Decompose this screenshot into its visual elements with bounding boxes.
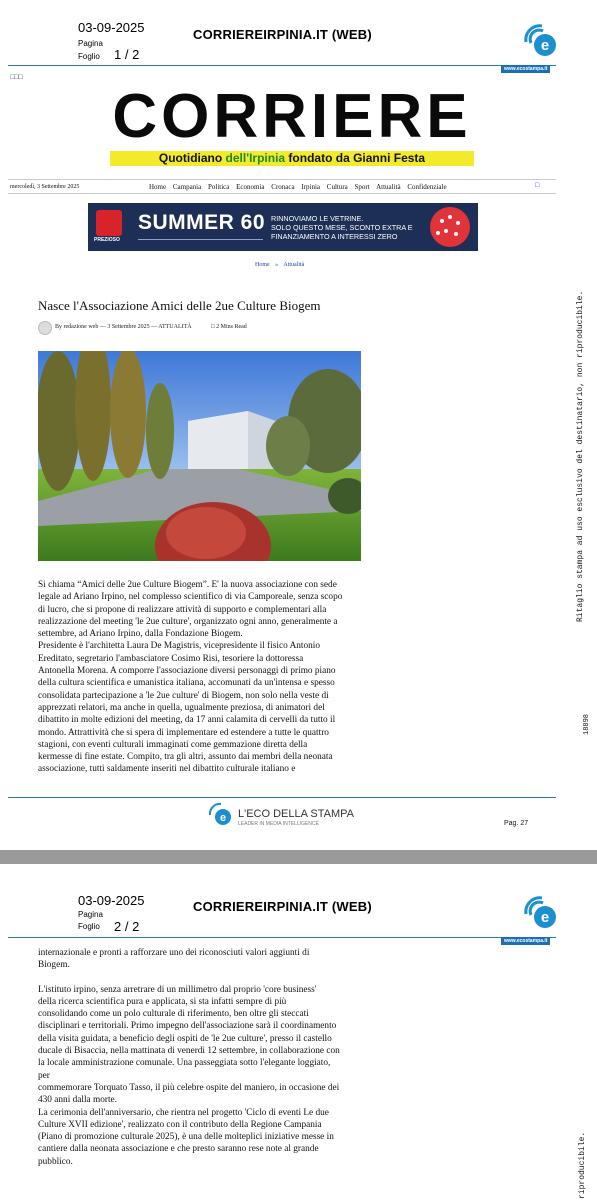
nav-home[interactable]: Home (149, 183, 167, 191)
copyright-note: riproducibile. (578, 1131, 587, 1199)
eco-url[interactable]: www.ecostampa.it (501, 937, 550, 945)
nav-campania[interactable]: Campania (172, 183, 202, 191)
clock-icon: □ (211, 324, 215, 330)
avatar (38, 321, 52, 335)
eco-logo-icon (522, 894, 558, 930)
article-byline: By redazione web — 3 Settembre 2025 — ATTUALITÀ (55, 324, 192, 330)
breadcrumb-section[interactable]: Attualità (283, 262, 305, 268)
svg-text:e: e (540, 909, 550, 926)
page-2 (0, 864, 597, 1201)
square-icon[interactable]: □ (18, 73, 23, 81)
article-photo (38, 351, 361, 561)
nav-confidenziale[interactable]: Confidenziale (407, 183, 447, 191)
social-icons (10, 73, 23, 81)
pagina-label: Pagina (78, 910, 103, 919)
foglio-value: 2 / 2 (114, 919, 140, 934)
ad-brand: PREZIOSO (94, 237, 120, 243)
page-number: Pag. 27 (504, 820, 529, 827)
main-nav (149, 183, 452, 191)
clip-code: 18898 (583, 713, 591, 735)
nav-cronaca[interactable]: Cronaca (271, 183, 295, 191)
search-icon[interactable]: □ (535, 181, 540, 189)
clip-source: CORRIEREIRPINIA.IT (WEB) (193, 27, 372, 42)
breadcrumb-home[interactable]: Home (255, 262, 270, 268)
site-date-line: mercoledì, 3 Settembre 2025 (10, 184, 80, 190)
ad-brand-logo (96, 210, 122, 236)
eco-url[interactable]: www.ecostampa.it (501, 65, 550, 73)
foglio-value: 1 / 2 (114, 47, 140, 62)
square-icon[interactable]: □ (14, 73, 19, 81)
article-title: Nasce l'Associazione Amici delle 2ue Culture Biogem (38, 298, 321, 313)
breadcrumb: Home » Attualità (255, 262, 305, 268)
article-body-part-1: Si chiama “Amici delle 2ue Culture Biogem”. E' la nuova associazione con sede legale ad Ariano Irpino, nel complesso scientifico di via Camporeale, senza scopo di lucro, che si propone di realizzare attività di supporto e complementari alla realizzazione del meeting 'le 2ue culture', organizzato ogni anno, generalmente a settembre, ad Ariano Irpino, dalla Fondazione Biogem. Presidente è l'architetta Laura De Magistris, vicepresidente il fisico Antonio Ereditato, segretario l'ambasciatore Cosimo Risi, tesoriere la dottoressa Antonella Morena. A comporre l'associazione diversi personaggi di primo piano della cultura scientifica e umanistica italiana, accomunati da un'intensa e spesso consolidata partecipazione a 'le 2ue culture' di Biogem, non solo nella veste di apprezzati relatori, ma anche in quella, ugualmente preziosa, di animatori del dibattito in molte edizioni del meeting, da 17 anni calamita di cervelli da tutto il mondo. Attrattività che si spera di implementare ed estendere a tutte le quattro stagioni, con eventi culturali immaginati come gemmazione diretta della kermesse di fine estate. Compito, tra gli altri, assunto dai membri della neonata associazione, tutti saldamente inseriti nel dibattito culturale italiano e (38, 580, 343, 775)
svg-text:e: e (540, 37, 550, 54)
nav-economia[interactable]: Economia (236, 183, 265, 191)
eco-logo-icon (522, 22, 558, 58)
ad-title: SUMMER 60 (138, 211, 266, 234)
page-separator (0, 850, 597, 864)
eco-footer-tagline: LEADER IN MEDIA INTELLIGENCE (238, 821, 319, 827)
nav-irpinia[interactable]: Irpinia (301, 183, 321, 191)
nav-politica[interactable]: Politica (208, 183, 230, 191)
clip-source: CORRIEREIRPINIA.IT (WEB) (193, 899, 372, 914)
nav-rule-bottom (8, 193, 556, 194)
site-masthead[interactable]: CORRIERE (112, 82, 472, 151)
eco-footer-name: L'ECO DELLA STAMPA (238, 808, 355, 820)
ad-title-rule (138, 239, 263, 240)
foglio-label: Foglio (78, 52, 100, 61)
footer-rule (8, 797, 556, 798)
header-rule (8, 937, 556, 938)
clip-date: 03-09-2025 (78, 20, 145, 35)
svg-text:e: e (219, 812, 227, 824)
nav-sport[interactable]: Sport (354, 183, 370, 191)
eco-footer-icon (208, 802, 232, 826)
article-body-part-2: internazionale e pronti a rafforzare uno dei riconosciuti valori aggiunti di Biogem. L'istituto irpino, senza arretrare di un millimetro dal proprio 'core business' della ricerca scientifica pura e applicata, si sta infatti sempre di più consolidando come un polo culturale di riferimento, ben oltre gli steccati disciplinari e territoriali. Primo impegno dell'associazione sarà il coordinamento della visita guidata, a beneficio degli ospiti de 'le 2ue culture', presso il castello ducale di Bisaccia, nella mattinata di venerdì 12 settembre, in collaborazione con la locale amministrazione comunale. Una passeggiata sotto l'elegante loggiato, per commemorare Torquato Tasso, il più celebre ospite del maniero, in occasione dei 430 anni dalla morte. La cerimonia dell'anniversario, che rientra nel progetto 'Ciclo di eventi Le due Culture XVII edizione', realizzato con il contributo della Regione Campania (Piano di promozione culturale 2025), è una delle molteplici iniziative messe in cantiere dalla neonata associazione e che presto saranno rese note al grande pubblico. (38, 948, 340, 1167)
site-tagline: Quotidiano dell'Irpinia fondato da Gianni Festa (110, 151, 474, 166)
read-time: □ 2 Mins Read (211, 324, 247, 330)
ad-banner[interactable] (88, 203, 478, 251)
nav-cultura[interactable]: Cultura (326, 183, 348, 191)
foglio-label: Foglio (78, 922, 100, 931)
ad-copy: RINNOVIAMO LE VETRINE. SOLO QUESTO MESE, SCONTO EXTRA E FINANZIAMENTO A INTERESSI ZERO (271, 214, 413, 241)
square-icon[interactable]: □ (10, 73, 15, 81)
pagina-label: Pagina (78, 39, 103, 48)
nav-rule-top (8, 179, 556, 180)
copyright-note: Ritaglio stampa ad uso esclusivo del destinatario, non riproducibile. (576, 290, 585, 622)
clip-date: 03-09-2025 (78, 893, 145, 908)
header-rule (8, 65, 556, 66)
ad-decoration (420, 203, 478, 251)
nav-attualita[interactable]: Attualità (376, 183, 401, 191)
